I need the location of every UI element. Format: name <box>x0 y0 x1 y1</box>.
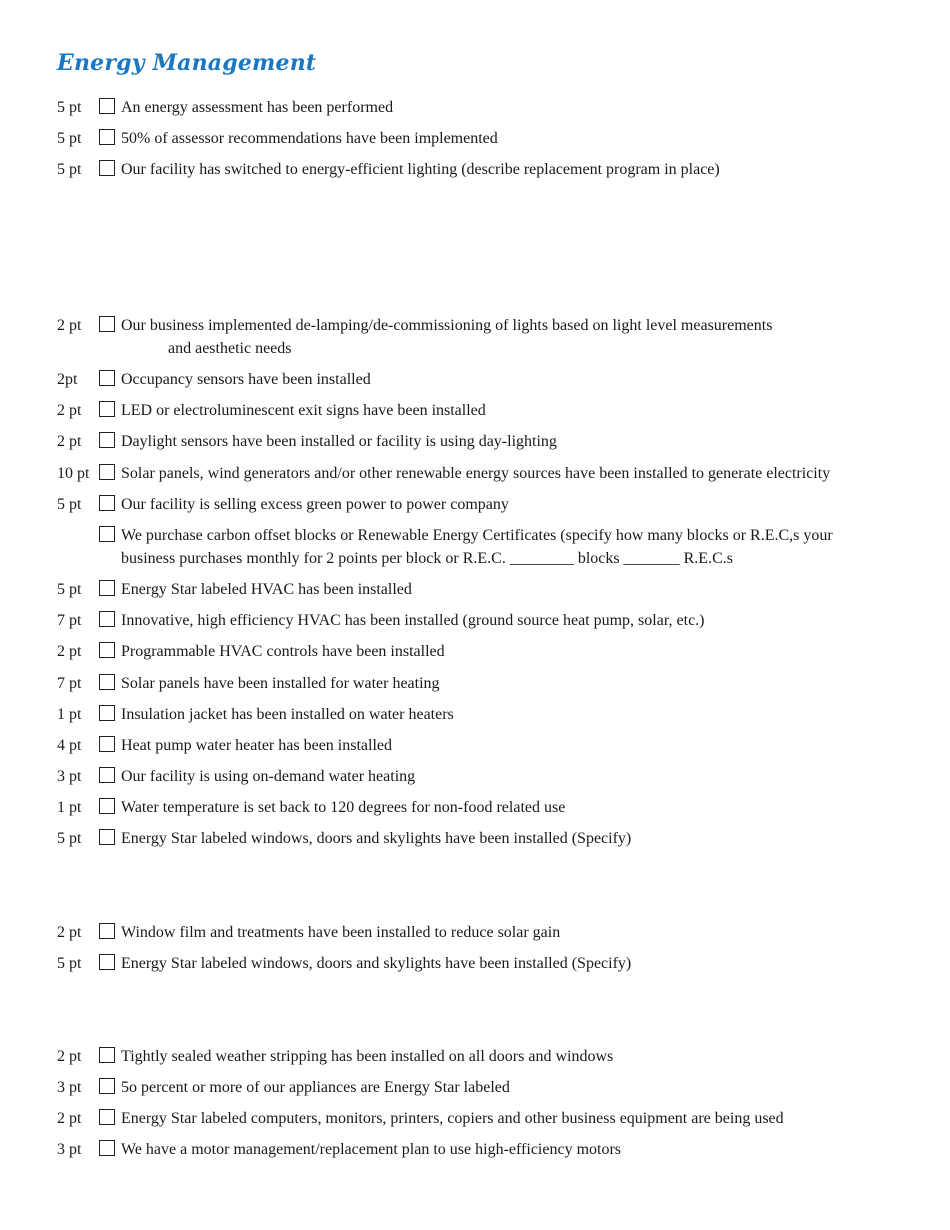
points-label: 2 pt <box>57 643 82 660</box>
item-text <box>121 524 901 570</box>
points-label: 3 pt <box>57 768 82 785</box>
item-text-line-1: Our business implemented de-lamping/de-commissioning of lights based on light level measurements <box>121 317 773 334</box>
item-text: Energy Star labeled computers, monitors, printers, copiers and other business equipment are being used <box>121 1110 784 1127</box>
item-text: 50% of assessor recommendations have been implemented <box>121 130 498 147</box>
item-text: Insulation jacket has been installed on water heaters <box>121 706 454 723</box>
checkbox[interactable] <box>99 642 115 658</box>
item-text: Programmable HVAC controls have been installed <box>121 643 445 660</box>
points-label: 5 pt <box>57 130 82 147</box>
points-label: 2 pt <box>57 924 82 941</box>
points-label: 5 pt <box>57 830 82 847</box>
checkbox[interactable] <box>99 1078 115 1094</box>
checkbox[interactable] <box>99 495 115 511</box>
checkbox[interactable] <box>99 736 115 752</box>
points-label: 2 pt <box>57 1048 82 1065</box>
checkbox[interactable] <box>99 674 115 690</box>
item-text-line-2: business purchases monthly for 2 points per block or R.E.C. ________ blocks _______ R.E.C.s <box>121 550 733 567</box>
item-text: Water temperature is set back to 120 degrees for non-food related use <box>121 799 566 816</box>
item-text: Our facility is selling excess green power to power company <box>121 496 509 513</box>
points-label: 5 pt <box>57 581 82 598</box>
points-label: 1 pt <box>57 706 82 723</box>
item-text: Solar panels, wind generators and/or other renewable energy sources have been installed to generate electricity <box>121 465 831 482</box>
points-label: 3 pt <box>57 1079 82 1096</box>
item-text: Window film and treatments have been installed to reduce solar gain <box>121 924 561 941</box>
checkbox[interactable] <box>99 767 115 783</box>
item-text: LED or electroluminescent exit signs have been installed <box>121 402 486 419</box>
checkbox[interactable] <box>99 316 115 332</box>
item-text: Energy Star labeled HVAC has been installed <box>121 581 412 598</box>
section-title: Energy Management <box>57 50 317 76</box>
points-label: 2pt <box>57 371 78 388</box>
item-text: Our facility is using on-demand water heating <box>121 768 416 785</box>
checkbox[interactable] <box>99 829 115 845</box>
points-label: 5 pt <box>57 99 82 116</box>
points-label: 7 pt <box>57 675 82 692</box>
points-label: 3 pt <box>57 1141 82 1158</box>
checkbox[interactable] <box>99 464 115 480</box>
points-label: 2 pt <box>57 433 82 450</box>
checkbox[interactable] <box>99 798 115 814</box>
points-label: 2 pt <box>57 317 82 334</box>
item-text: Innovative, high efficiency HVAC has been installed (ground source heat pump, solar, etc.) <box>121 612 705 629</box>
checkbox[interactable] <box>99 923 115 939</box>
points-label: 7 pt <box>57 612 82 629</box>
item-text: Occupancy sensors have been installed <box>121 371 371 388</box>
points-label: 5 pt <box>57 955 82 972</box>
item-text <box>121 314 901 360</box>
item-text: Solar panels have been installed for water heating <box>121 675 440 692</box>
points-label: 1 pt <box>57 799 82 816</box>
checkbox[interactable] <box>99 1047 115 1063</box>
points-label: 5 pt <box>57 161 82 178</box>
points-label: 4 pt <box>57 737 82 754</box>
checkbox[interactable] <box>99 526 115 542</box>
item-text: Heat pump water heater has been installed <box>121 737 392 754</box>
item-text: Our facility has switched to energy-efficient lighting (describe replacement program in place) <box>121 161 720 178</box>
checkbox[interactable] <box>99 954 115 970</box>
checkbox[interactable] <box>99 370 115 386</box>
item-text: Energy Star labeled windows, doors and skylights have been installed (Specify) <box>121 830 632 847</box>
item-text: Tightly sealed weather stripping has been installed on all doors and windows <box>121 1048 614 1065</box>
item-text: 5o percent or more of our appliances are Energy Star labeled <box>121 1079 510 1096</box>
item-text: An energy assessment has been performed <box>121 99 394 116</box>
points-label: 10 pt <box>57 465 90 482</box>
checkbox[interactable] <box>99 160 115 176</box>
checkbox[interactable] <box>99 432 115 448</box>
checkbox[interactable] <box>99 98 115 114</box>
checkbox[interactable] <box>99 611 115 627</box>
item-text-line-1: We purchase carbon offset blocks or Renewable Energy Certificates (specify how many blocks or R.E.C,s your <box>121 527 833 544</box>
points-label: 2 pt <box>57 1110 82 1127</box>
points-label: 2 pt <box>57 402 82 419</box>
item-text: Daylight sensors have been installed or facility is using day-lighting <box>121 433 557 450</box>
checkbox[interactable] <box>99 401 115 417</box>
item-text: Energy Star labeled windows, doors and skylights have been installed (Specify) <box>121 955 632 972</box>
checkbox[interactable] <box>99 1140 115 1156</box>
checkbox[interactable] <box>99 129 115 145</box>
checkbox[interactable] <box>99 580 115 596</box>
item-text: We have a motor management/replacement plan to use high-efficiency motors <box>121 1141 622 1158</box>
item-text-line-2: and aesthetic needs <box>168 340 292 357</box>
checkbox[interactable] <box>99 705 115 721</box>
checkbox[interactable] <box>99 1109 115 1125</box>
points-label: 5 pt <box>57 496 82 513</box>
